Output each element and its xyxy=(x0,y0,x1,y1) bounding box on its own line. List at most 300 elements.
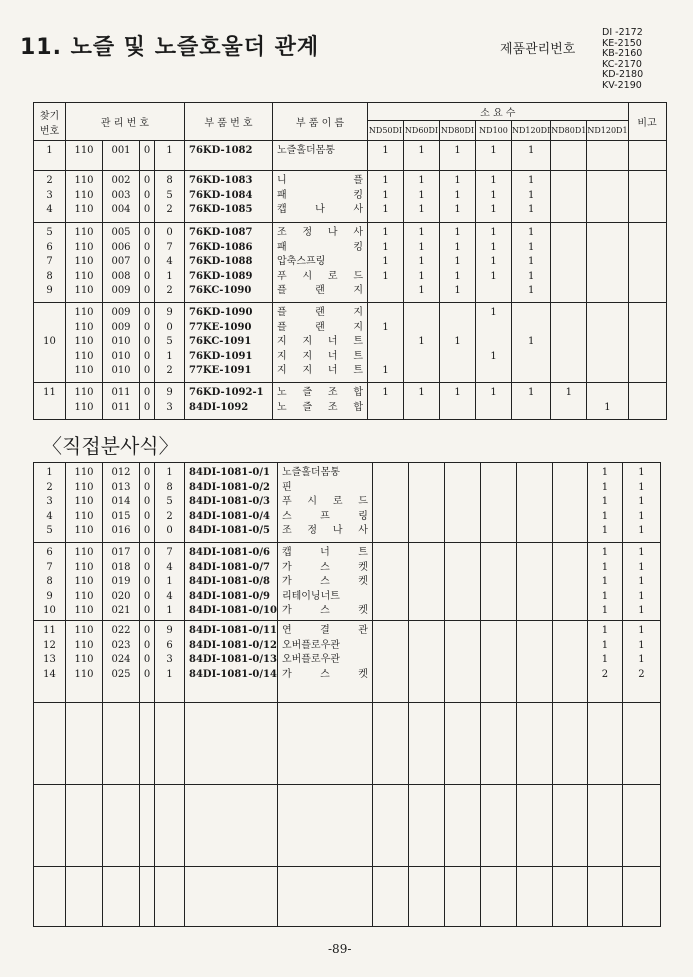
col-model: ND60DI xyxy=(404,121,440,141)
part-name: 푸 시 로 드 xyxy=(281,496,368,507)
mgmt-code-4: 2 xyxy=(166,510,173,522)
mgmt-code-2: 016 xyxy=(111,525,131,536)
empty-cell xyxy=(185,785,278,867)
quantity-cell xyxy=(476,171,512,223)
quantity xyxy=(551,321,586,336)
mgmt-code-2: 019 xyxy=(111,576,131,587)
part-number: 84DI-1081-0/12 xyxy=(189,639,277,651)
quantity-cell xyxy=(404,303,440,383)
table-row-group xyxy=(34,223,667,303)
empty-cell xyxy=(408,785,444,867)
mgmt-code-3: 0 xyxy=(143,525,151,536)
management-number-label: 제품관리번호 xyxy=(500,42,576,57)
part-number: 76KD-1089 xyxy=(189,270,253,282)
model-code: KV-2190 xyxy=(602,79,642,91)
empty-cell xyxy=(622,867,660,927)
remarks xyxy=(629,270,666,285)
quantity: 1 xyxy=(601,481,609,493)
mgmt-code-2: 011 xyxy=(111,401,131,413)
quantity xyxy=(551,306,586,321)
quantity xyxy=(512,306,550,321)
part-number: 84DI-1081-0/6 xyxy=(189,547,270,558)
mgmt-code-2: 013 xyxy=(111,481,131,493)
part-name: 플 랜 지 xyxy=(277,321,363,333)
mgmt-code-3: 0 xyxy=(143,307,151,318)
remarks: 1 xyxy=(638,576,645,587)
quantity: 1 xyxy=(601,590,609,602)
quantity: 1 xyxy=(454,227,461,238)
quantity: 1 xyxy=(601,561,609,573)
find-number: 7 xyxy=(46,256,53,267)
quantity xyxy=(481,575,516,590)
part-number: 76KD-1084 xyxy=(189,189,253,201)
remarks-cell xyxy=(628,303,666,383)
mgmt-code-3: 0 xyxy=(143,654,151,665)
find-number: 9 xyxy=(46,285,53,296)
remarks: 1 xyxy=(638,625,645,636)
mgmt-code-1: 110 xyxy=(74,365,94,376)
remarks: 1 xyxy=(638,590,645,602)
empty-cell xyxy=(480,867,516,927)
mgmt-code-4: 4 xyxy=(166,590,173,602)
remarks xyxy=(629,174,666,189)
remarks xyxy=(629,189,666,204)
mgmt-code-2: 010 xyxy=(111,365,131,376)
remarks xyxy=(629,364,666,379)
mgmt-code-3: 0 xyxy=(143,336,151,347)
quantity xyxy=(587,350,627,365)
quantity xyxy=(551,241,586,256)
part-name: 핀 xyxy=(281,481,292,493)
mgmt-code-3: 0 xyxy=(143,510,151,522)
quantity: 1 xyxy=(418,189,425,201)
mgmt-code-2: 008 xyxy=(111,270,131,282)
part-number: 84DI-1081-0/2 xyxy=(189,481,270,493)
mgmt-code-4: 5 xyxy=(166,496,173,507)
quantity-cell xyxy=(551,303,587,383)
part-name-cell xyxy=(273,303,368,383)
find-number: 1 xyxy=(46,145,53,156)
quantity xyxy=(445,624,480,639)
mgmt-code-4: 1 xyxy=(166,270,173,282)
part-name: 패 킹 xyxy=(277,189,363,201)
model-code: KC-2170 xyxy=(602,58,642,70)
mgmt-code-1-cell xyxy=(66,171,103,223)
quantity xyxy=(553,481,587,496)
empty-row xyxy=(34,703,661,785)
quantity-cell xyxy=(512,383,551,420)
quantity-cell xyxy=(512,303,551,383)
quantity xyxy=(409,524,444,539)
find-number-cell xyxy=(34,463,66,543)
quantity: 1 xyxy=(490,227,497,238)
quantity-cell xyxy=(368,141,404,171)
mgmt-code-2: 001 xyxy=(111,145,131,156)
quantity xyxy=(409,510,444,525)
remarks: 1 xyxy=(638,467,645,478)
empty-cell xyxy=(587,785,622,867)
model-code: DI -2172 xyxy=(602,27,643,38)
quantity-cell xyxy=(408,621,444,703)
part-name: 가 스 켓 xyxy=(281,605,368,616)
empty-cell xyxy=(516,785,552,867)
quantity: 1 xyxy=(601,510,609,522)
mgmt-code-3: 0 xyxy=(143,605,151,616)
quantity: 1 xyxy=(454,145,461,156)
mgmt-code-2: 024 xyxy=(111,654,131,665)
quantity xyxy=(553,466,587,481)
mgmt-code-2-cell xyxy=(103,463,140,543)
mgmt-code-4: 5 xyxy=(166,336,173,347)
mgmt-code-2: 014 xyxy=(111,496,131,507)
part-number-cell xyxy=(185,171,273,223)
quantity: 1 xyxy=(382,270,389,282)
mgmt-code-3: 0 xyxy=(143,668,151,680)
find-number-cell xyxy=(34,383,66,420)
quantity xyxy=(440,321,475,336)
quantity xyxy=(481,604,516,619)
mgmt-code-4: 1 xyxy=(166,668,173,680)
quantity xyxy=(440,364,475,379)
mgmt-code-4-cell xyxy=(155,543,185,621)
quantity xyxy=(553,510,587,525)
quantity xyxy=(553,604,587,619)
quantity xyxy=(553,639,587,654)
quantity-cell xyxy=(587,463,622,543)
quantity: 1 xyxy=(382,175,389,186)
page-title: 11. 노즐 및 노즐호울더 관계 xyxy=(20,35,320,60)
quantity: 1 xyxy=(418,204,425,215)
mgmt-code-4: 1 xyxy=(166,467,173,478)
mgmt-code-4: 4 xyxy=(166,561,173,573)
quantity xyxy=(445,604,480,619)
part-name: 가 스 켓 xyxy=(281,668,368,680)
quantity-cell xyxy=(516,621,552,703)
table-row-group xyxy=(34,463,661,543)
quantity: 1 xyxy=(382,227,389,238)
empty-cell xyxy=(155,785,185,867)
part-name: 가 스 켓 xyxy=(281,576,368,587)
model-code: KB-2160 xyxy=(602,48,643,59)
remarks xyxy=(629,255,666,270)
col-remarks: 비고 xyxy=(628,103,666,141)
mgmt-code-3-cell xyxy=(140,171,155,223)
mgmt-code-3-cell xyxy=(140,303,155,383)
mgmt-code-3: 0 xyxy=(143,481,151,493)
quantity-cell xyxy=(552,543,587,621)
model-list xyxy=(602,28,643,91)
quantity xyxy=(512,321,550,336)
quantity: 1 xyxy=(565,387,572,398)
part-name-cell xyxy=(277,543,372,621)
quantity: 1 xyxy=(601,625,609,636)
part-name: 패 킹 xyxy=(277,241,363,253)
remarks-cell xyxy=(628,223,666,303)
mgmt-code-3: 0 xyxy=(143,350,151,362)
find-number: 10 xyxy=(43,336,56,347)
find-number: 14 xyxy=(43,668,56,680)
quantity xyxy=(409,561,444,576)
part-name-cell xyxy=(273,223,368,303)
quantity: 1 xyxy=(382,145,389,156)
quantity xyxy=(481,481,516,496)
part-name: 지 지 너 트 xyxy=(277,350,363,362)
quantity-cell xyxy=(440,383,476,420)
quantity: 1 xyxy=(418,175,425,186)
col-model: ND100 xyxy=(476,121,512,141)
mgmt-code-2: 021 xyxy=(111,605,131,616)
find-number-cell xyxy=(34,171,66,223)
quantity xyxy=(368,401,403,416)
quantity: 1 xyxy=(382,256,389,267)
quantity: 1 xyxy=(490,241,497,253)
quantity-cell xyxy=(476,383,512,420)
quantity-cell xyxy=(551,223,587,303)
quantity xyxy=(551,364,586,379)
mgmt-code-1: 110 xyxy=(74,350,94,362)
find-number: 13 xyxy=(43,654,56,665)
mgmt-code-3: 0 xyxy=(143,576,151,587)
empty-cell xyxy=(372,785,408,867)
mgmt-code-3-cell xyxy=(140,621,155,703)
part-number-cell xyxy=(185,621,278,703)
quantity-cell xyxy=(372,621,408,703)
mgmt-code-4-cell xyxy=(155,141,185,171)
remarks: 1 xyxy=(638,510,645,522)
part-name: 오버플로우관 xyxy=(281,639,340,651)
mgmt-code-2: 005 xyxy=(111,227,131,238)
mgmt-code-1: 110 xyxy=(74,189,94,201)
remarks xyxy=(629,144,666,159)
mgmt-code-3: 0 xyxy=(143,285,151,296)
part-name: 압축스프링 xyxy=(277,256,326,267)
quantity xyxy=(445,510,480,525)
mgmt-code-1: 110 xyxy=(74,387,94,398)
quantity: 1 xyxy=(527,189,535,201)
find-number: 11 xyxy=(43,625,56,636)
mgmt-code-3: 0 xyxy=(143,496,151,507)
quantity xyxy=(517,604,552,619)
mgmt-code-4: 1 xyxy=(166,145,173,156)
quantity xyxy=(587,364,627,379)
empty-cell xyxy=(103,785,140,867)
mgmt-code-3: 0 xyxy=(143,321,151,333)
quantity-cell xyxy=(587,223,628,303)
mgmt-code-1: 110 xyxy=(74,668,94,680)
mgmt-code-4: 1 xyxy=(166,350,173,362)
mgmt-code-3: 0 xyxy=(143,270,151,282)
quantity: 1 xyxy=(601,576,609,587)
quantity-cell xyxy=(516,463,552,543)
remarks xyxy=(629,335,666,350)
quantity xyxy=(373,481,408,496)
mgmt-code-4: 5 xyxy=(166,189,173,201)
mgmt-code-1: 110 xyxy=(74,256,94,267)
quantity-cell xyxy=(512,171,551,223)
quantity xyxy=(409,481,444,496)
remarks xyxy=(629,284,666,299)
mgmt-code-4: 4 xyxy=(166,256,173,267)
quantity: 1 xyxy=(604,401,611,413)
quantity xyxy=(517,466,552,481)
mgmt-code-3-cell xyxy=(140,543,155,621)
find-number: 4 xyxy=(46,510,53,522)
mgmt-code-3-cell xyxy=(140,141,155,171)
quantity xyxy=(551,255,586,270)
quantity: 1 xyxy=(527,204,535,215)
quantity xyxy=(587,144,627,159)
quantity-cell xyxy=(552,463,587,543)
col-model: ND120D1 xyxy=(587,121,628,141)
part-number: 84DI-1081-0/7 xyxy=(189,561,270,573)
quantity-cell xyxy=(440,223,476,303)
mgmt-code-2-cell xyxy=(103,383,140,420)
quantity-cell xyxy=(516,543,552,621)
find-number-cell xyxy=(34,543,66,621)
part-name: 연 결 관 xyxy=(281,625,368,636)
col-model: ND80DI xyxy=(440,121,476,141)
quantity xyxy=(481,668,516,683)
quantity xyxy=(551,284,586,299)
mgmt-code-1-cell xyxy=(66,621,103,703)
quantity xyxy=(445,590,480,605)
col-mgmt-no: 관 리 번 호 xyxy=(66,103,185,141)
empty-cell xyxy=(66,785,103,867)
quantity: 1 xyxy=(527,256,535,267)
empty-cell xyxy=(372,703,408,785)
mgmt-code-1: 110 xyxy=(74,227,94,238)
empty-cell xyxy=(587,703,622,785)
quantity xyxy=(409,639,444,654)
quantity: 1 xyxy=(601,525,609,536)
empty-cell xyxy=(444,785,480,867)
remarks xyxy=(629,350,666,365)
mgmt-code-1: 110 xyxy=(74,547,94,558)
quantity xyxy=(587,386,627,401)
quantity xyxy=(409,546,444,561)
find-number: 12 xyxy=(43,639,56,651)
mgmt-code-2: 017 xyxy=(111,547,131,558)
quantity-cell xyxy=(480,621,516,703)
find-number: 10 xyxy=(43,605,56,616)
mgmt-code-2: 023 xyxy=(111,639,131,651)
quantity xyxy=(551,203,586,218)
quantity: 1 xyxy=(454,256,461,267)
find-number: 3 xyxy=(46,496,53,507)
find-number xyxy=(34,321,65,336)
quantity: 1 xyxy=(382,241,389,253)
empty-row xyxy=(34,867,661,927)
mgmt-code-2-cell xyxy=(103,223,140,303)
part-number: 77KE-1091 xyxy=(189,365,252,376)
quantity xyxy=(476,284,511,299)
quantity xyxy=(481,561,516,576)
quantity-cell xyxy=(587,621,622,703)
quantity: 1 xyxy=(454,270,461,282)
quantity xyxy=(445,561,480,576)
quantity: 1 xyxy=(601,496,609,507)
part-number: 84DI-1081-0/1 xyxy=(189,467,270,478)
remarks-cell xyxy=(622,463,660,543)
quantity xyxy=(445,481,480,496)
part-number: 84DI-1081-0/9 xyxy=(189,590,270,602)
table-row-group xyxy=(34,171,667,223)
empty-cell xyxy=(408,703,444,785)
remarks: 1 xyxy=(638,639,645,651)
part-number: 76KD-1087 xyxy=(189,227,253,238)
quantity xyxy=(481,510,516,525)
part-name: 조 정 나 사 xyxy=(281,525,368,536)
quantity xyxy=(517,546,552,561)
empty-cell xyxy=(277,867,372,927)
mgmt-code-4: 1 xyxy=(166,605,173,616)
find-number: 6 xyxy=(46,241,53,253)
part-name: 캡 나 사 xyxy=(277,204,363,215)
empty-cell xyxy=(34,785,66,867)
mgmt-code-4: 9 xyxy=(166,625,173,636)
find-number-cell xyxy=(34,303,66,383)
quantity-cell xyxy=(440,303,476,383)
quantity: 1 xyxy=(601,654,609,665)
quantity xyxy=(512,364,550,379)
part-number-cell xyxy=(185,463,278,543)
col-model: ND50DI xyxy=(368,121,404,141)
quantity: 1 xyxy=(490,256,497,267)
mgmt-code-1: 110 xyxy=(74,576,94,587)
empty-cell xyxy=(480,785,516,867)
mgmt-code-1: 110 xyxy=(74,336,94,347)
quantity: 1 xyxy=(418,241,425,253)
quantity xyxy=(517,524,552,539)
mgmt-code-2-cell xyxy=(103,621,140,703)
part-number: 77KE-1090 xyxy=(189,321,252,333)
quantity: 2 xyxy=(601,668,609,680)
model-code: KE-2150 xyxy=(602,37,642,49)
mgmt-code-3: 0 xyxy=(143,256,151,267)
quantity: 1 xyxy=(601,547,609,558)
quantity-cell xyxy=(404,171,440,223)
remarks: 2 xyxy=(638,668,645,680)
mgmt-code-4: 0 xyxy=(166,321,173,333)
mgmt-code-1-cell xyxy=(66,383,103,420)
mgmt-code-4: 3 xyxy=(166,401,173,413)
mgmt-code-1: 110 xyxy=(74,639,94,651)
part-name: 노즐홀더몸통 xyxy=(277,145,335,156)
mgmt-code-1: 110 xyxy=(74,321,94,333)
quantity xyxy=(517,668,552,683)
quantity-cell xyxy=(404,383,440,420)
quantity: 1 xyxy=(490,350,497,362)
mgmt-code-4: 9 xyxy=(166,307,173,318)
empty-cell xyxy=(155,867,185,927)
table-row-group xyxy=(34,303,667,383)
remarks: 1 xyxy=(638,654,645,665)
mgmt-code-1: 110 xyxy=(74,481,94,493)
quantity-cell xyxy=(587,303,628,383)
part-name: 노 즐 조 합 xyxy=(277,401,363,413)
table-row-group xyxy=(34,543,661,621)
remarks-cell xyxy=(628,383,666,420)
part-name: 니 플 xyxy=(277,175,363,186)
find-number xyxy=(34,306,65,321)
mgmt-code-2: 012 xyxy=(111,467,131,478)
quantity: 1 xyxy=(527,241,535,253)
mgmt-code-1-cell xyxy=(66,141,103,171)
mgmt-code-1: 110 xyxy=(74,285,94,296)
quantity: 1 xyxy=(527,175,535,186)
mgmt-code-1-cell xyxy=(66,543,103,621)
part-name: 조 정 나 사 xyxy=(277,227,363,238)
